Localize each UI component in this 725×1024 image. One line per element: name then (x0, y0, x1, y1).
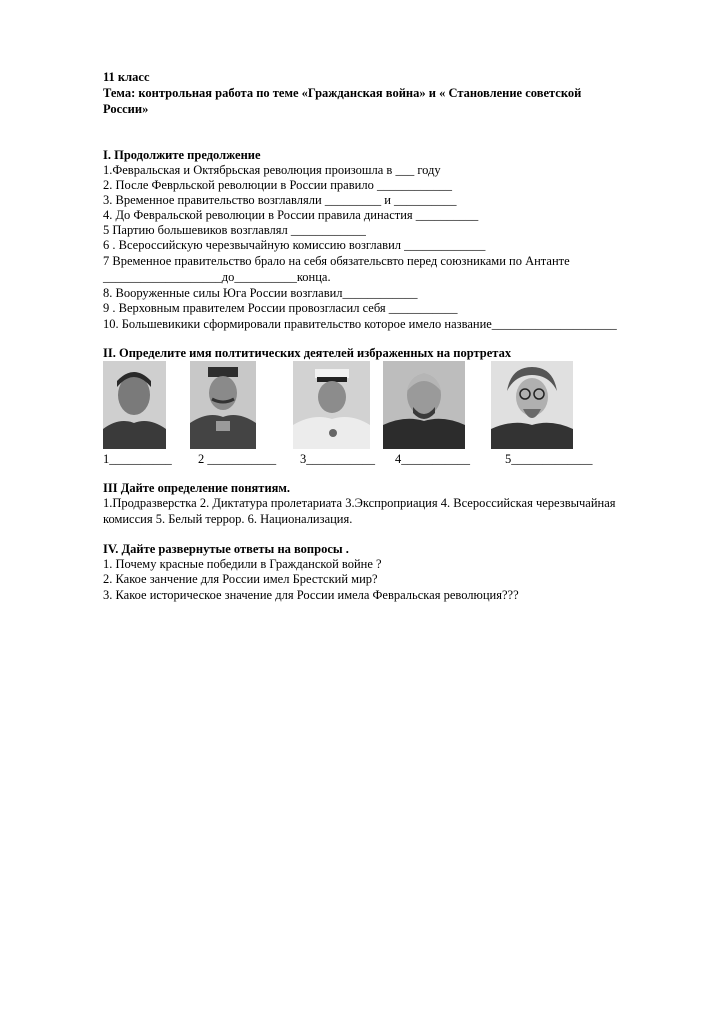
section-3-line-1: 1.Продразверстка 2. Диктатура пролетариата 3.Экспроприация 4. Всероссийская черезвычайная (103, 496, 616, 510)
section-1-item: 5 Партию большевиков возглавлял ____________ (103, 223, 366, 237)
section-1-title: I. Продолжите предолжение (103, 148, 261, 162)
section-2-title: II. Определите имя полтитических деятелей избраженных на портретах (103, 346, 512, 360)
portrait-1-caption: 1__________ (103, 452, 172, 466)
section-1-item: 1.Февральская и Октябрьская революция произошла в ___ году (103, 163, 441, 177)
section-4-question: 2. Какое занчение для России имел Брестский мир? (103, 572, 378, 586)
section-1-item: 4. До Февральской революции в России правила династия __________ (103, 208, 479, 222)
portrait-3-caption: 3___________ (300, 452, 375, 466)
section-1-item: 8. Вооруженные силы Юга России возглавил____________ (103, 286, 418, 300)
section-1-item: 3. Временное правительство возглавляли _________ и __________ (103, 193, 457, 207)
portrait-2-caption: 2 ___________ (198, 452, 277, 466)
section-1-item: 2. После Феврльской революции в России правило ____________ (103, 178, 452, 192)
portrait-2-image (190, 361, 256, 449)
section-4-question: 3. Какое историческое значение для России имела Февральская революция??? (103, 588, 519, 602)
section-1-item: ___________________до__________конца. (103, 270, 331, 284)
section-4-question: 1. Почему красные победили в Гражданской войне ? (103, 557, 382, 571)
portrait-4-caption: 4___________ (395, 452, 470, 466)
section-1-item: 10. Большевикики сформировали правительство которое имело название____________________ (103, 317, 617, 331)
portrait-3-image (293, 361, 370, 449)
section-3-line-2: комиссия 5. Белый террор. 6. Национализация. (103, 512, 353, 526)
topic-line-2: России» (103, 102, 149, 116)
portrait-5-caption: 5_____________ (505, 452, 593, 466)
topic-line-1: Тема: контрольная работа по теме «Гражданская война» и « Становление советской (103, 86, 582, 100)
section-3-title: III Дайте определение понятиям. (103, 481, 291, 495)
section-1-item: 6 . Всероссийскую черезвычайную комиссию возглавил _____________ (103, 238, 486, 252)
portrait-1-image (103, 361, 166, 449)
section-1-item: 7 Временное правительство брало на себя обязательсвто перед союзниками по Антанте (103, 254, 570, 268)
portrait-4-image (383, 361, 465, 449)
grade-label: 11 класс (103, 70, 150, 84)
portrait-5-image (491, 361, 573, 449)
section-1-item: 9 . Верховным правителем России провозгласил себя ___________ (103, 301, 458, 315)
section-4-title: IV. Дайте развернутые ответы на вопросы . (103, 542, 349, 556)
